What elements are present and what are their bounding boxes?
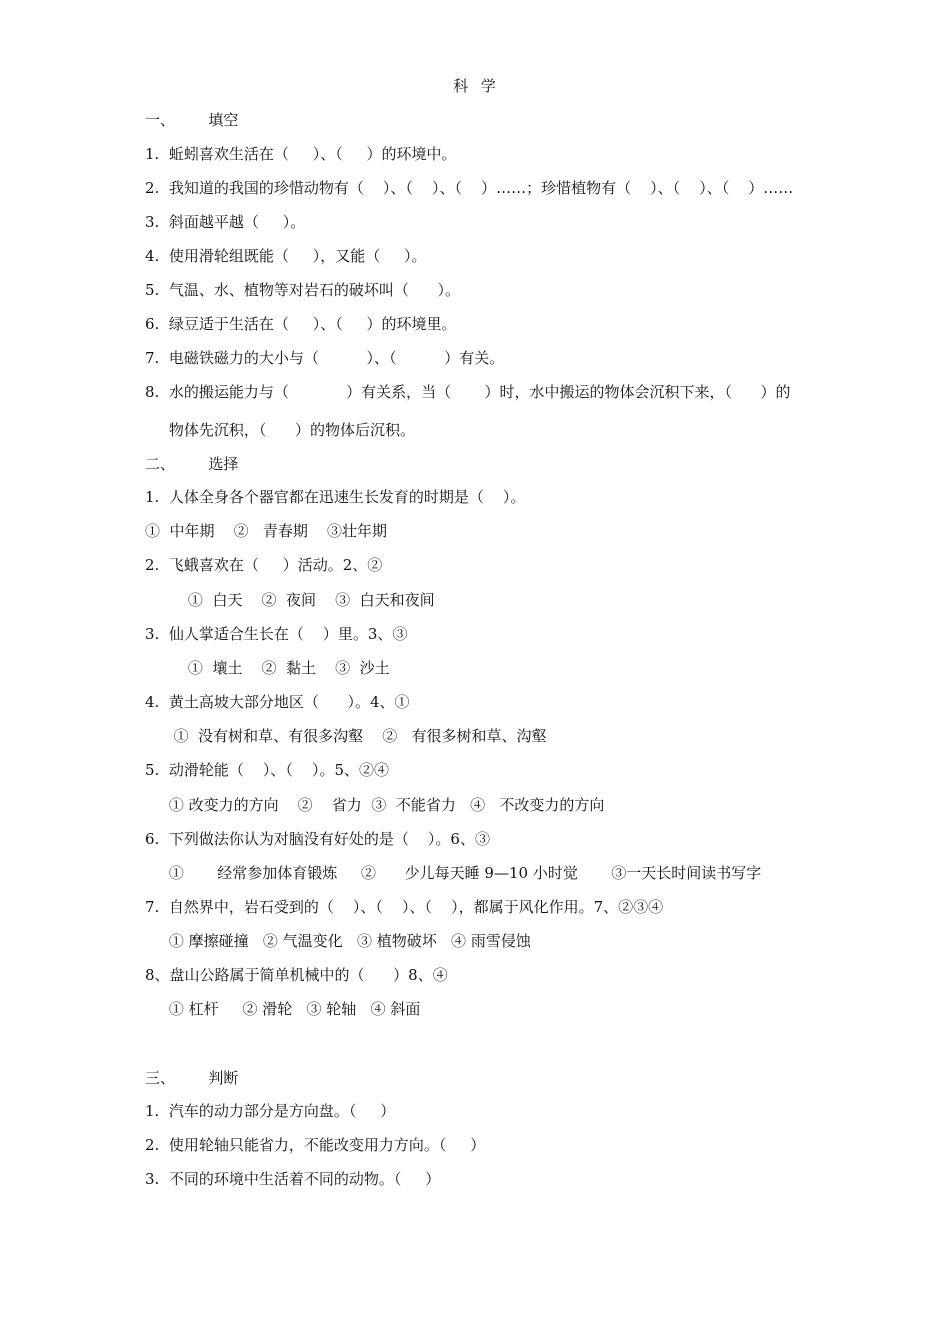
judge-question-3: 3. 不同的环境中生活着不同的动物。（ ） bbox=[145, 1170, 441, 1188]
fill-question-8-continued: 物体先沉积，（ ）的物体后沉积。 bbox=[145, 421, 415, 439]
choice-options-5: ① 改变力的方向 ② 省力 ③ 不能省力 ④ 不改变力的方向 bbox=[145, 796, 605, 814]
fill-question-4: 4. 使用滑轮组既能（ ），又能（ ）。 bbox=[145, 247, 427, 265]
choice-question-1: 1. 人体全身各个器官都在迅速生长发育的时期是（ ）。 bbox=[145, 488, 526, 506]
section-heading-fill-blank: 一、 填空 bbox=[145, 111, 239, 129]
judge-question-2: 2. 使用轮轴只能省力，不能改变用力方向。（ ） bbox=[145, 1136, 486, 1154]
section-heading-true-false: 三、 判断 bbox=[145, 1069, 239, 1087]
choice-options-3: ① 壤土 ② 黏土 ③ 沙土 bbox=[145, 659, 390, 677]
fill-question-1: 1. 蚯蚓喜欢生活在（ ）、（ ）的环境中。 bbox=[145, 145, 457, 163]
choice-options-6: ① 经常参加体育锻炼 ② 少儿每天睡 9—10 小时觉 ③一天长时间读书写字 bbox=[145, 864, 762, 882]
fill-question-6: 6. 绿豆适于生活在（ ）、（ ）的环境里。 bbox=[145, 315, 457, 333]
choice-question-4: 4. 黄土高坡大部分地区（ ）。4、① bbox=[145, 693, 410, 711]
choice-question-7: 7. 自然界中，岩石受到的（ ）、（ ）、（ ），都属于风化作用。7、②③④ bbox=[145, 898, 664, 916]
choice-options-7: ① 摩擦碰撞 ② 气温变化 ③ 植物破坏 ④ 雨雪侵蚀 bbox=[145, 932, 531, 950]
choice-question-3: 3. 仙人掌适合生长在（ ）里。3、③ bbox=[145, 625, 408, 643]
choice-question-2: 2. 飞蛾喜欢在（ ）活动。2、② bbox=[145, 556, 383, 574]
fill-question-5: 5. 气温、水、植物等对岩石的破坏叫（ ）。 bbox=[145, 281, 460, 299]
document-title: 科 学 bbox=[453, 77, 497, 95]
choice-question-6: 6. 下列做法你认为对脑没有好处的是（ ）。6、③ bbox=[145, 830, 490, 848]
fill-question-2: 2. 我知道的我国的珍惜动物有（ ）、（ ）、（ ）……；珍惜植物有（ ）、（ ）、（ ）…… bbox=[145, 179, 794, 197]
fill-question-7: 7. 电磁铁磁力的大小与（ ）、（ ）有关。 bbox=[145, 349, 505, 367]
section-heading-choice: 二、 选择 bbox=[145, 455, 239, 473]
choice-options-4: ① 没有树和草、有很多沟壑 ② 有很多树和草、沟壑 bbox=[145, 727, 547, 745]
choice-options-1: ① 中年期 ② 青春期 ③壮年期 bbox=[145, 522, 387, 540]
choice-options-8: ① 杠杆 ② 滑轮 ③ 轮轴 ④ 斜面 bbox=[145, 1000, 421, 1018]
fill-question-8: 8. 水的搬运能力与（ ）有关系，当（ ）时，水中搬运的物体会沉积下来，（ ）的 bbox=[145, 383, 791, 401]
fill-question-3: 3. 斜面越平越（ ）。 bbox=[145, 213, 306, 231]
choice-question-8: 8、盘山公路属于简单机械中的（ ）8、④ bbox=[145, 966, 448, 984]
judge-question-1: 1. 汽车的动力部分是方向盘。（ ） bbox=[145, 1102, 396, 1120]
choice-question-5: 5. 动滑轮能（ ）、（ ）。5、②④ bbox=[145, 761, 390, 779]
choice-options-2: ① 白天 ② 夜间 ③ 白天和夜间 bbox=[145, 591, 435, 609]
